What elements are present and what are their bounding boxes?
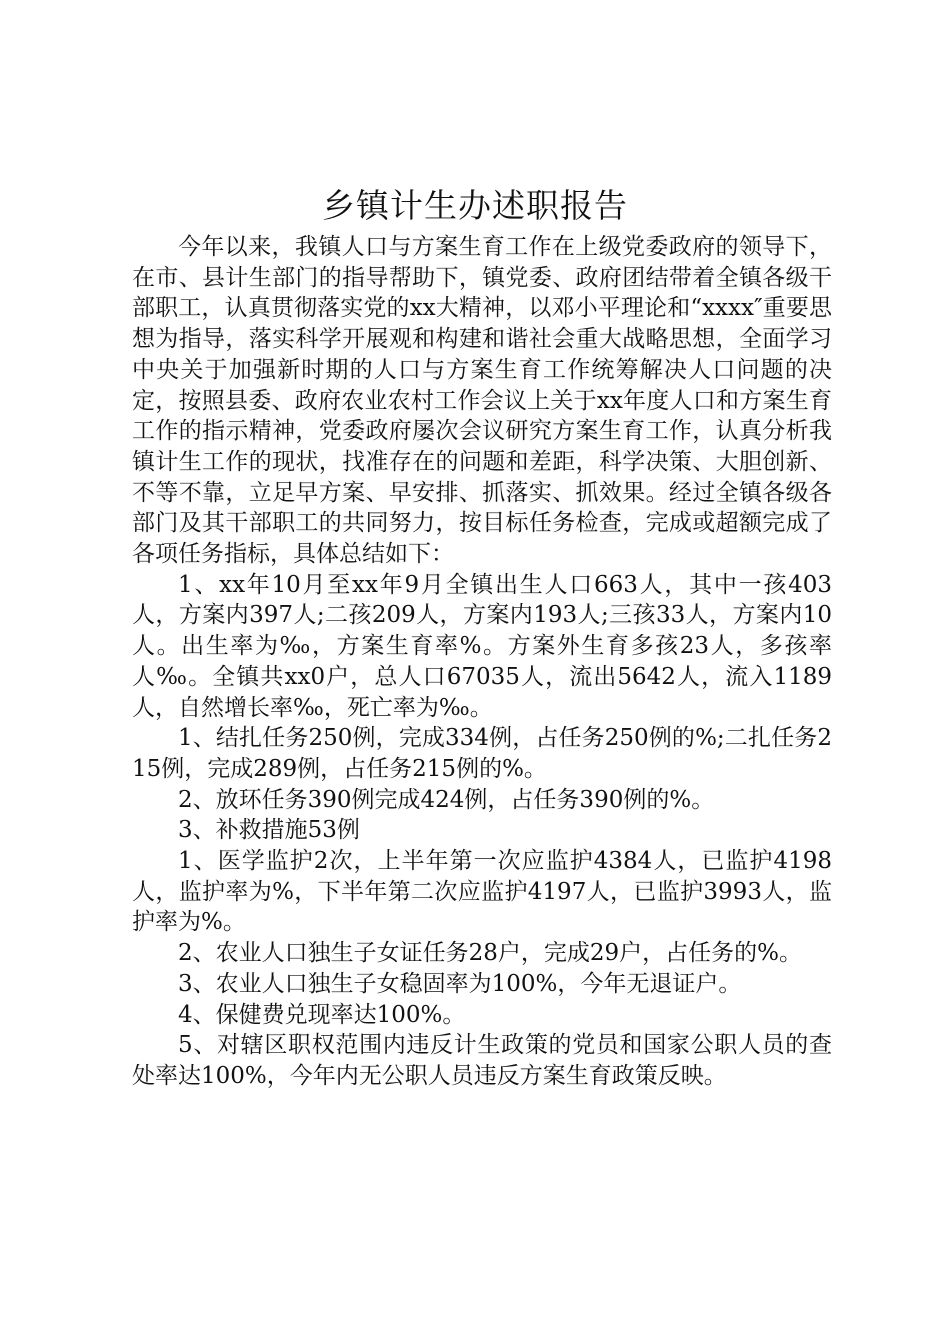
remedial-measures-paragraph: 3、补救措施53例 — [178, 817, 360, 844]
ligation-paragraph: 1、结扎任务250例，完成334例，占任务250例的%;二扎任务215例，完成289例，占任务215例的%。 — [132, 725, 832, 782]
birth-statistics-paragraph: 1、xx年10月至xx年9月全镇出生人口663人，其中一孩403人，方案内397人;二孩209人，方案内193人;三孩33人，方案内10人。出生率为‰，方案生育率%。方案外生育多孩23人，多孩率人‰。全镇共xx0户，总人口67035人，流出5642人，流入1189人，自然增长率‰，死亡率为‰。 — [132, 571, 832, 721]
document-title: 乡镇计生办述职报告 — [322, 186, 628, 225]
violation-investigation-paragraph: 5、对辖区职权范围内违反计生政策的党员和国家公职人员的查处率达100%，今年内无公职人员违反方案生育政策反映。 — [132, 1032, 832, 1089]
medical-monitoring-paragraph: 1、医学监护2次，上半年第一次应监护4384人，已监护4198人，监护率为%，下半年第二次应监护4197人，已监护3993人，监护率为%。 — [132, 848, 832, 936]
document-body — [132, 232, 832, 1092]
only-child-stability-paragraph: 3、农业人口独生子女稳固率为100%，今年无退证户。 — [178, 970, 742, 997]
iud-paragraph: 2、放环任务390例完成424例，占任务390例的%。 — [178, 786, 715, 813]
only-child-certificate-paragraph: 2、农业人口独生子女证任务28户，完成29户，占任务的%。 — [178, 940, 803, 967]
health-fee-paragraph: 4、保健费兑现率达100%。 — [178, 1001, 466, 1028]
intro-paragraph: 今年以来，我镇人口与方案生育工作在上级党委政府的领导下，在市、县计生部门的指导帮助下，镇党委、政府团结带着全镇各级干部职工，认真贯彻落实党的xx大精神，以邓小平理论和“xxxx″重要思想为指导，落实科学开展观和构建和谐社会重大战略思想，全面学习中央关于加强新时期的人口与方案生育工作统筹解决人口问题的决定，按照县委、政府农业农村工作会议上关于xx年度人口和方案生育工作的指示精神，党委政府屡次会议研究方案生育工作，认真分析我镇计生工作的现状，找准存在的问题和差距，科学决策、大胆创新、不等不靠，立足早方案、早安排、抓落实、抓效果。经过全镇各级各部门及其干部职工的共同努力，按目标任务检查，完成或超额完成了各项任务指标，具体总结如下： — [132, 234, 832, 568]
